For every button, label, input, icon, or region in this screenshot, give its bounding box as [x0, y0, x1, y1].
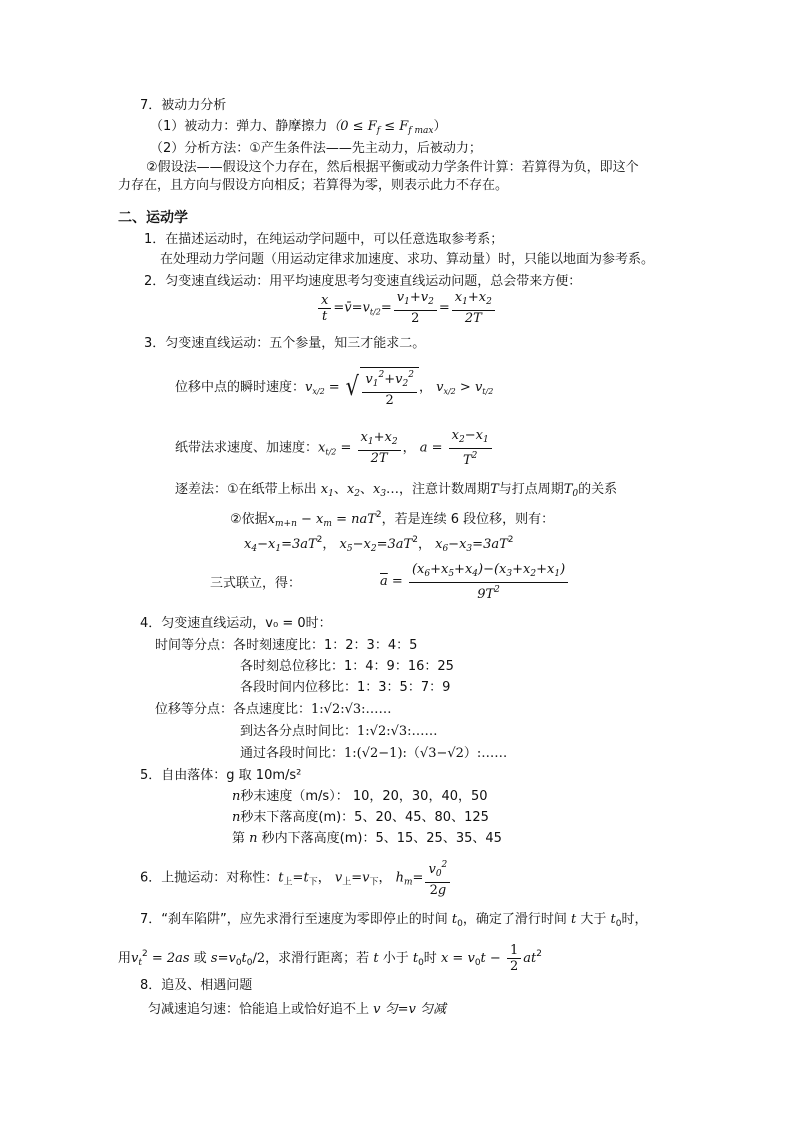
para-7-line1: 7．“刹车陷阱”，应先求滑行至速度为零即停止的时间 $t_0$，确定了滑行时间 t 大于 $t_0$时， [140, 912, 648, 929]
free-fall-velocity-text: 秒末速度（m/s）： 10，20，30，40，50 [240, 789, 488, 804]
para-1b: 在处理动力学问题（用运动定律求加速度、求功、算动量）时，只能以地面为参考系。 [160, 252, 655, 267]
diff-label: 逐差法：①在纸带上标出 [175, 482, 317, 497]
diff-tail: ，注意计数周期 [399, 482, 491, 497]
passive-force-line [150, 117, 446, 141]
arrive-time-line: 到达各分点时间比：1:√2:√3:…… [240, 724, 438, 739]
successive-diff-line-2: ②依据$x_{m+n} - x_m = naT^2$，若是连续 6 段位移，则有： [230, 510, 555, 529]
position-equal-label: 位移等分点：各点速度比： [155, 702, 312, 717]
ineq-sub: f [376, 126, 381, 136]
ineq-part: （0 ≤ F [327, 119, 377, 134]
assumption-line: ②假设法——假设这个力存在，然后根据平衡或动力学条件计算：若算得为负，即这个 [146, 160, 639, 175]
para-1: 1．在描述运动时，在纯运动学问题中，可以任意选取参考系； [144, 232, 504, 247]
para-4 [140, 614, 332, 634]
arrive-time-label: 到达各分点时间比： [240, 724, 358, 739]
assumption-line-cont: 力存在，且方向与假设方向相反；若算得为零，则表示此力不存在。 [118, 178, 509, 193]
para-7-text-d: 时， [621, 912, 648, 927]
para-8: 8．追及、相遇问题 [140, 978, 253, 993]
gravity-value: g 取 10m/s² [226, 768, 302, 783]
free-fall-velocity: n秒末速度（m/s）： 10，20，30，40，50 [232, 789, 488, 804]
para-7-text: 7．“刹车陷阱”，应先求滑行至速度为零即停止的时间 [140, 912, 448, 927]
diff-tail2: 与打点周期 [498, 482, 564, 497]
para-7-text-f: 或 [193, 951, 207, 966]
para-7-text-g: ，求滑行距离；若 [265, 951, 370, 966]
para-6-text: 6．上抛运动：对称性： [140, 870, 279, 886]
diff2-tail: ，若是连续 6 段位移，则有： [381, 512, 555, 527]
pass-time-label: 通过各段时间比： [240, 746, 345, 761]
para-7-line2: 用$v_t^2 = 2as$ 或 $s=v_0t_0/2$，求滑行距离；若 t 小于 $t_0$时 $x = v_0t$ − $\frac{1}{2}$ $at^2$ [118, 943, 542, 974]
diff2-label: ②依据 [230, 512, 268, 527]
diff-tail3: 的关系 [578, 482, 618, 497]
ineq-sub2: f max [408, 126, 434, 136]
para-4-text: 4．匀变速直线运动， [140, 616, 266, 631]
time-displacement-line: 各时刻总位移比：1：4：9：16：25 [240, 659, 454, 674]
para-7-text-e: 用 [118, 951, 132, 966]
mid-position-label: 位移中点的瞬时速度： [175, 380, 306, 395]
para-7-text-i: 时 [423, 951, 437, 966]
para-6: 6．上抛运动：对称性：$t_上=t_下$， $v_上=v_下$， $h_m=$ $\frac{v_0^2}{2g}$ [140, 858, 452, 903]
free-fall-height-text: 秒末下落高度(m)：5、20、45、80、125 [240, 810, 489, 825]
para-3: 3．匀变速直线运动：五个参量，知三才能求二。 [144, 336, 426, 351]
para-5-text: 5．自由落体： [140, 768, 227, 783]
para-7-text-b: ，确定了滑行时间 [462, 912, 567, 927]
para-4-cond: v₀ = 0时： [265, 616, 332, 631]
free-fall-height: n秒末下落高度(m)：5、20、45、80、125 [232, 810, 489, 825]
para-2: 2．匀变速直线运动：用平均速度思考匀变速直线运动问题，总会带来方便： [144, 274, 582, 289]
section-heading-kinematics: 二、运动学 [118, 210, 188, 226]
para-5 [140, 766, 301, 786]
combined-formula: $\overline{a}$ = $\frac{(x_6+x_5+x_4)-(x_3+x_2+x_1)}{9T^2}$ [380, 560, 570, 604]
para-8b [148, 1000, 446, 1020]
pass-time-line: 通过各段时间比：1:(√2−1):（√3−√2）:…… [240, 746, 508, 761]
successive-diff-line: 逐差法：①在纸带上标出 $x_1$、$x_2$、$x_3\dots$，注意计数周期T与打点周期$T_0$的关系 [175, 482, 618, 499]
combine-label: 三式联立，得： [210, 576, 302, 591]
three-equations: $x_4-x_1=3aT^2$， $x_5-x_2=3aT^2$， $x_6-x_3=3aT^2$ [244, 535, 514, 554]
free-fall-nth-pre: 第 [232, 831, 246, 846]
free-fall-nth: 第 n 秒内下落高度(m)：5、15、25、35、45 [232, 831, 502, 846]
position-equal-line: 位移等分点：各点速度比：1:√2:√3:…… [155, 702, 392, 717]
mid-position-velocity: 位移中点的瞬时速度：$v_{x/2}$ = √ $\frac{v_1^2+v_2^2}{2}$ ， $v_{x/2} > v_{t/2}$ [175, 366, 493, 414]
ineq-part2: ≤ F [380, 119, 409, 134]
time-equal-line: 时间等分点：各时刻速度比：1：2：3：4：5 [155, 638, 418, 653]
tape-label: 纸带法求速度、加速度： [175, 440, 319, 456]
para-7-text-h: 小于 [382, 951, 409, 966]
section-7-title: 7．被动力分析 [140, 98, 227, 113]
para-8-equation: v 匀=v 匀减 [373, 1002, 447, 1017]
para-8b-text: 匀减速追匀速：恰能追上或恰好追不上 [148, 1002, 370, 1017]
avg-velocity-formula: $\frac{x}{t}$ $=v̄=v_{t/2}=$ $\frac{v_1+v_2}{2}$ = $\frac{x_1+x_2}{2T}$ [316, 290, 497, 330]
time-segment-line: 各段时间内位移比：1：3：5：7：9 [240, 680, 451, 695]
passive-force-text: （1）被动力：弹力、静摩擦力 [150, 119, 328, 134]
para-7-text-c: 大于 [580, 912, 607, 927]
tape-method: 纸带法求速度、加速度：$x_{t/2}$ = $\frac{x_1+x_2}{2T}$ ， a = $\frac{x_2-x_1}{T^2}$ [175, 428, 494, 473]
analysis-method-line: （2）分析方法：①产生条件法——先主动力，后被动力； [150, 141, 482, 156]
free-fall-nth-text: 秒内下落高度(m)：5、15、25、35、45 [261, 831, 502, 846]
ineq-end: ） [433, 119, 447, 134]
